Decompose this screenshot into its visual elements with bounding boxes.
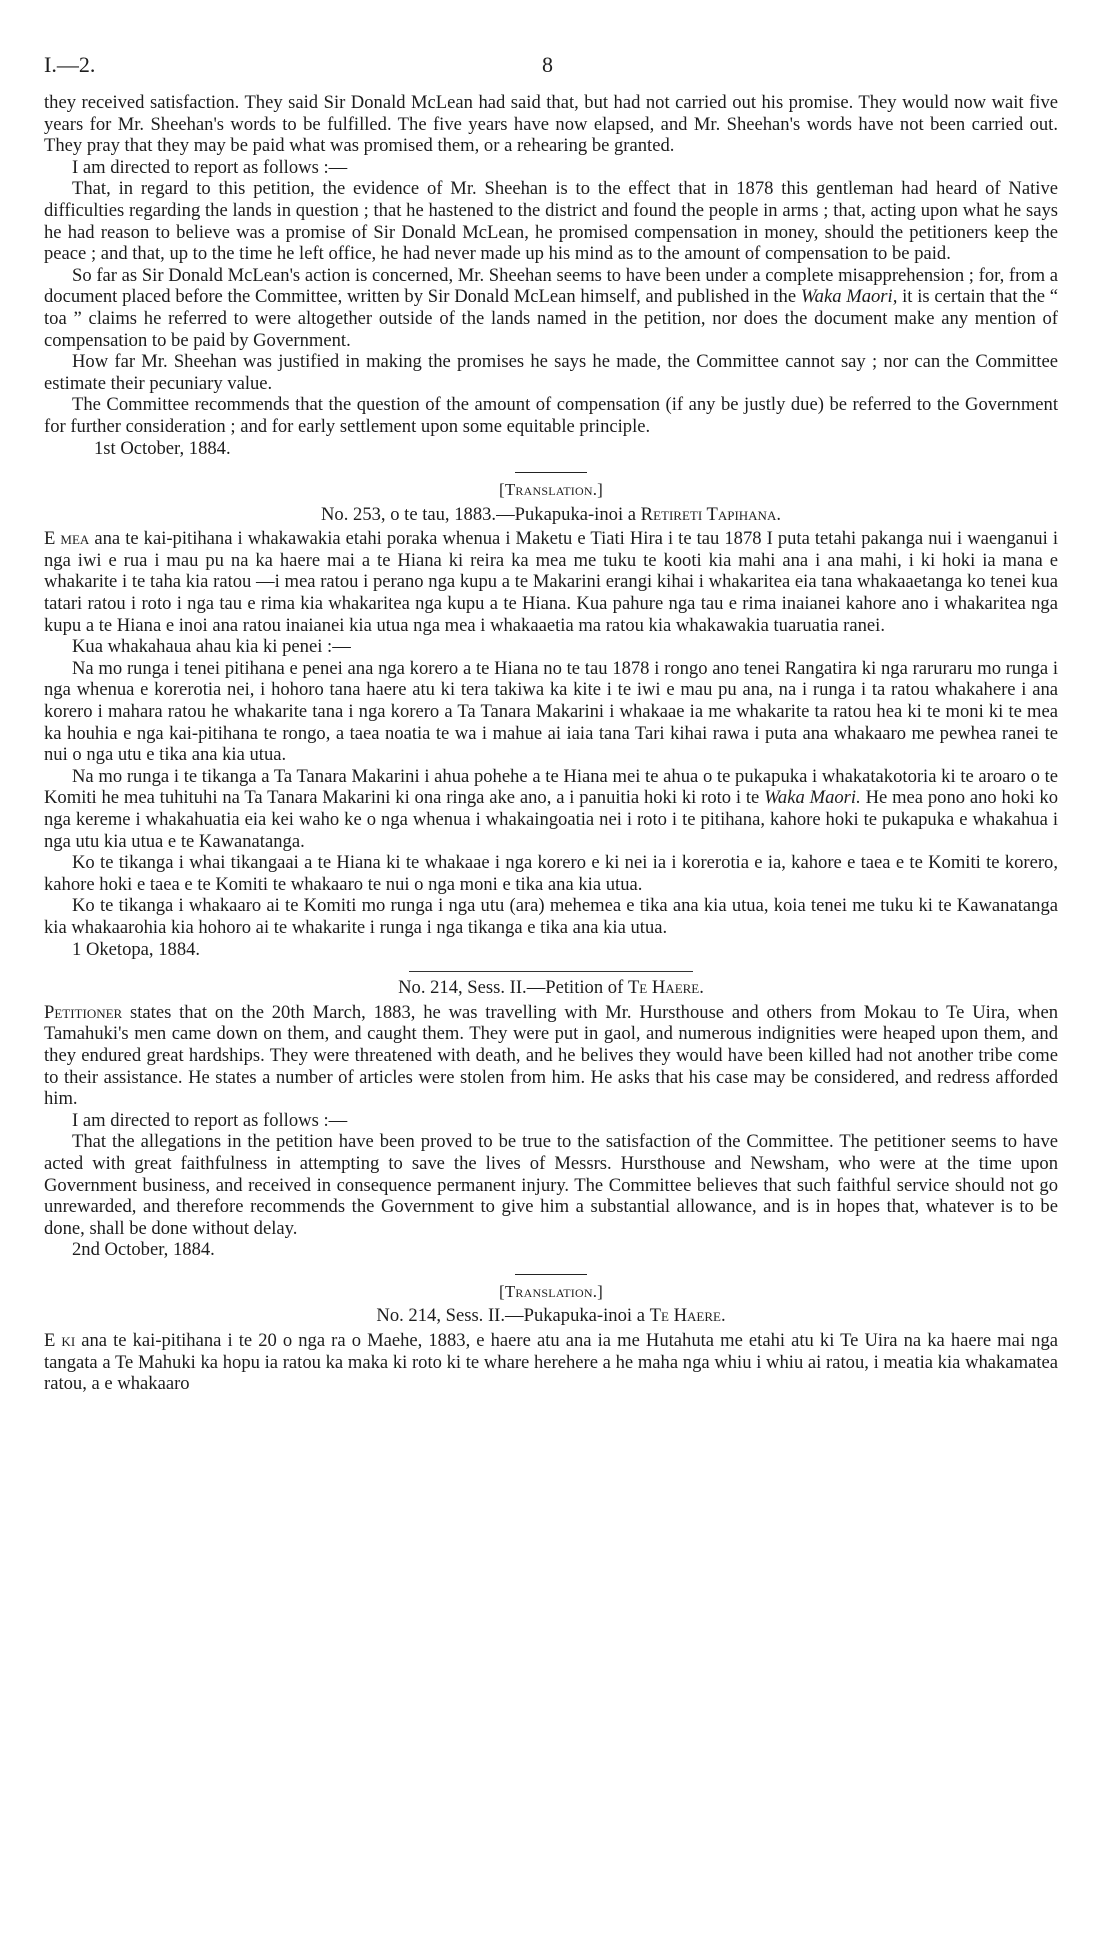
petition-title: No. 214, Sess. II.—Petition of Te Haere.: [398, 977, 704, 999]
petitioner-name: Retireti Tapihana.: [640, 503, 781, 525]
paragraph: I am directed to report as follows :—: [72, 156, 348, 178]
section-report-continuation: [44, 92, 1058, 459]
parliamentary-paper-ref: I.—2.: [44, 52, 96, 77]
divider: [515, 472, 587, 473]
divider: [409, 971, 693, 972]
paragraph: Kua whakahaua ahau kia ki penei :—: [72, 636, 351, 658]
lead-caps: E ki: [44, 1330, 76, 1352]
paragraph: I am directed to report as follows :—: [72, 1109, 348, 1131]
paragraph: E ki ana te kai-pitihana i te 20 o nga ra o Maehe, 1883, e haere atu ana ia me Hutahuta me etahi atu ki Te Uira na ka haere mai nga tangata a Te Mahuki ka hopu ia ratou ka maka ki roto ki te whare herehere a he maha nga whiu i whiu ai ratou, i meatia kia whakamatea ratou, a e whakaaro: [44, 1330, 1058, 1395]
report-date: 1 Oketopa, 1884.: [72, 938, 201, 960]
text-run: So far as Sir Donald McLean's action is concerned, Mr. Sheehan seems to have been under a complete misapprehension ; for, from a document placed before the Committee, written by Sir Donald McLean himself, and published in the: [44, 264, 1058, 308]
paragraph: Petitioner states that on the 20th March, 1883, he was travelling with Mr. Hursthouse and others from Mokau to Te Uira, when Tamahuki's men came down on them, and caught them. They were put in gaol, and numerous indignities were heaped upon them, and they endured great hardships. They were threatened with death, and he belives they would have been killed had not another tribe come to their assistance. He states a number of articles were stolen from him. He asks that his case may be considered, and redress afforded him.: [44, 1001, 1058, 1110]
text-run: it is certain that the “ toa ” claims he referred to were altogether outside of the lands named in the petition, nor does the document make any mention of compensation to be paid by Government.: [44, 286, 1058, 351]
petitioner-name: Te Haere.: [627, 977, 704, 999]
paragraph: Ko te tikanga i whakaaro ai te Komiti mo runga i nga utu (ara) mehemea e tika ana kia utua, koia tenei me tuku ki te Kawanatanga kia whakaarohia kia hohoro ai te whakarite i runga i nga tikanga e tika ana kia utua.: [44, 895, 1058, 938]
italic-publication-name: Waka Maori,: [800, 286, 898, 308]
paragraph: [44, 265, 1058, 351]
petition-title: No. 214, Sess. II.—Pukapuka-inoi a Te Haere.: [376, 1305, 726, 1327]
paragraph: The Committee recommends that the question of the amount of compensation (if any be justly due) be referred to the Government for further consideration ; and for early settlement upon some equitable principle.: [44, 394, 1058, 437]
translation-label: [Translation.]: [498, 480, 604, 500]
lead-caps: Petitioner: [44, 1001, 123, 1023]
section-translation-253: [44, 479, 1058, 960]
report-date: 2nd October, 1884.: [72, 1239, 215, 1261]
section-petition-214: [44, 977, 1058, 1261]
paragraph: How far Mr. Sheehan was justified in making the promises he says he made, the Committee cannot say ; nor can the Committee estimate their pecuniary value.: [44, 351, 1058, 394]
paragraph: E mea ana te kai-pitihana i whakawakia etahi poraka whenua i Maketu e Tiati Hira i te tau 1878 I puta tetahi pakanga nui i waenganui i nga iwi e rua i mau pu na ka haere mai a te Hiana ki reira ka mea me tuku te kooti kia mahi ana i ana mahi, i ki hoki ia mana e whakarite i te taha kia ratou —i mea ratou i perano nga kupu a te Makarini erangi kihai i whakaritea eia tana whakaaetanga ko tenei kua tatari ratou i roto i nga tau e rima kia whakaritea nga kupu a te Hiana. Kua pahure nga tau e rima inaianei kahore ano i whakaritea nga kupu a te Hiana e inoi ana ratou inaianei kia utua nga mea i whakaaetia ma ratou kia whakawakia tuaruatia ranei.: [44, 528, 1058, 636]
translation-label: [Translation.]: [498, 1281, 604, 1301]
paragraph: That, in regard to this petition, the evidence of Mr. Sheehan is to the effect that in 1878 this gentleman had heard of Native difficulties regarding the lands in question ; that he hastened to the district and found the people in arms ; that, acting upon what he says he had reason to believe was a promise of Sir Donald McLean, he promised compensation in money, should the petitioners keep the peace ; and that, up to the time he left office, he had never made up his mind as to the amount of compensation to be paid.: [44, 178, 1058, 265]
section-translation-214: [44, 1281, 1058, 1395]
paragraph: Na mo runga i tenei pitihana e penei ana nga korero a te Hiana no te tau 1878 i rongo ano tenei Rangatira ki nga raruraru mo runga i nga whenua e korerotia nei, i hohoro tana haere atu ki tera takiwa ka kite i te iwi e mau pu ana, na i runga i ta ratou whakahere i ana korero i mahara ratou he whakarite tana i nga korero a Ta Tanara Makarini i whakaae ia me whakarite ta ratou hea ki te moni ki te mea ka houhia e nga kai-pitihana te rongo, a taea noatia te wa i mahue ai iaia tana Tari kihai rawa i puta ana whakaaro me pewhea ranei te nui o nga utu e tika ana kia utua.: [44, 657, 1058, 766]
lead-caps: E mea: [44, 528, 90, 550]
page-header: [44, 54, 1058, 82]
paragraph: Na mo runga i te tikanga a Ta Tanara Makarini i ahua pohehe a te Hiana mei te ahua o te pukapuka i whakatakotoria ki te aroaro o te Komiti he mea tuhituhi na Ta Tanara Makarini ki ona ringa ake ano, a i panuitia hoki ki roto i te Waka Maori. He mea pono ano hoki ko nga kereme i whakahuatia eia kei waho ke o nga whenua i whakaingoatia nei i roto i te pitihana, kahore hoki te pukapuka e whakahua i nga utu kia utua e te Kawanatanga.: [44, 765, 1059, 852]
petition-title: No. 253, o te tau, 1883.—Pukapuka-inoi a Retireti Tapihana.: [321, 503, 781, 525]
page-number: 8: [542, 52, 553, 77]
petitioner-name: Te Haere.: [649, 1305, 726, 1327]
paragraph: Ko te tikanga i whai tikangaai a te Hiana ki te whakaae i nga korero e ki nei ia i korerotia e ia, kahore e taea e te Komiti te korero, kahore hoki e taea e te Komiti te whakaaro te nui o nga moni e tika ana kia utua.: [44, 852, 1058, 895]
paragraph: That the allegations in the petition have been proved to be true to the satisfaction of the Committee. The petitioner seems to have acted with great faithfulness in attempting to save the lives of Messrs. Hursthouse and Newsham, who were at the time upon Government business, and received in consequence permanent injury. The Committee believes that such faithful service should not go unrewarded, and therefore recommends the Government to give him a substantial allowance, and is in hopes that, whatever is to be done, shall be done without delay.: [44, 1131, 1058, 1239]
report-date: 1st October, 1884.: [94, 437, 231, 459]
italic-publication-name: Waka Maori.: [764, 787, 861, 809]
divider: [515, 1274, 587, 1275]
paragraph: they received satisfaction. They said Sir Donald McLean had said that, but had not carried out his promise. They would now wait five years for Mr. Sheehan's words to be fulfilled. The five years have now elapsed, and Mr. Sheehan's words have not been carried out. They pray that they may be paid what was promised them, or a rehearing be granted.: [44, 92, 1058, 157]
